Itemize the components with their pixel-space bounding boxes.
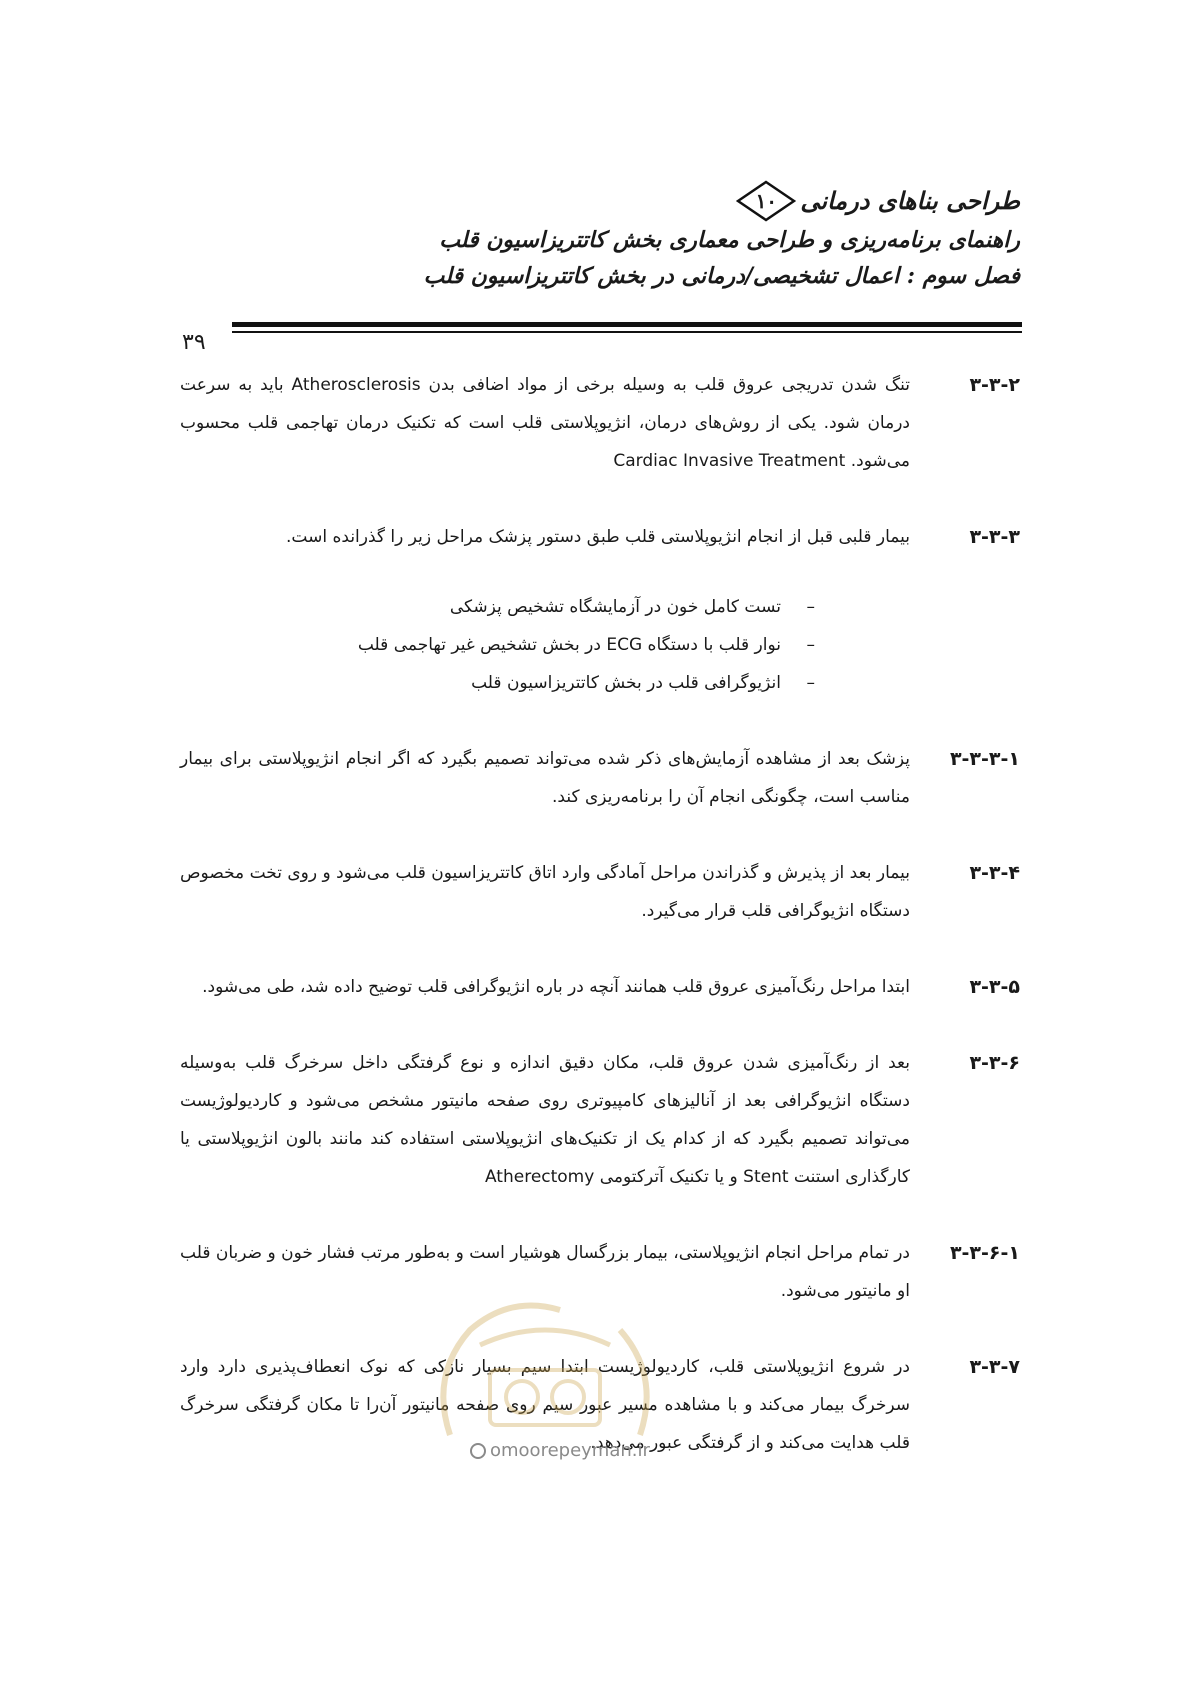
watermark-logo-icon [410,1285,680,1460]
section-text: تنگ شدن تدریجی عروق قلب به وسیله برخی از مواد اضافی بدن Atherosclerosis باید به سرعت درمان شود. یکی از روش‌های درمان، انژیوپلاستی قلب است که تکنیک درمان تهاجمی قلب محسوب می‌شود. Cardiac Invasive Treatment [180,375,910,471]
section-number: ۳-۳-۶ [969,1052,1020,1074]
section-number: ۳-۳-۶-۱ [949,1242,1020,1264]
section [180,968,1020,1006]
list-item-text: تست کامل خون در آزمایشگاه تشخیص پزشکی [449,597,781,617]
page-number: ۳۹ [182,330,206,355]
watermark-site [470,1440,650,1461]
dash-bullet: – [806,597,815,617]
watermark-site-text: omoorepeyman.ir [490,1440,650,1461]
chapter-title: فصل سوم : اعمال تشخیصی/درمانی در بخش کاتتریزاسیون قلب [423,263,1020,289]
list-item [180,664,815,702]
section-number: ۳-۳-۳ [969,526,1020,548]
section [180,518,1020,556]
volume-badge [736,180,796,222]
section-text: پزشک بعد از مشاهده آزمایش‌های ذکر شده می‌تواند تصمیم بگیرد که اگر انجام انژیوپلاستی برای بیمار مناسب است، چگونگی انجام آن را برنامه‌ریزی کند. [180,749,910,807]
section-number: ۳-۳-۳-۱ [949,748,1020,770]
section [180,740,1020,816]
volume-number: ۱۰ [755,189,778,213]
dash-bullet: – [806,635,815,655]
book-title: راهنمای برنامه‌ریزی و طراحی معماری بخش کاتتریزاسیون قلب [439,227,1020,253]
section-text: در شروع انژیوپلاستی قلب، کاردیولوژیست ابتدا سیم بسیار نازکی که نوک انعطاف‌پذیری دارد وارد سرخرگ بیمار می‌کند و با مشاهده مسیر عبور سیم روی صفحه مانیتور آن‌را تا مکان گرفتگی سرخرگ قلب هدایت می‌کند و از گرفتگی عبور می‌دهد. [180,1357,910,1453]
section-number: ۳-۳-۵ [969,976,1020,998]
dash-bullet: – [806,673,815,693]
header-rule-thin [232,331,1022,333]
section-text: در تمام مراحل انجام انژیوپلاستی، بیمار بزرگسال هوشیار است و به‌طور مرتب فشار خون و ضربان قلب او مانیتور می‌شود. [180,1243,910,1301]
header-rule-thick [232,322,1022,327]
series-title-row [220,180,1020,222]
list-item-text: نوار قلب با دستگاه ECG در بخش تشخیص غیر تهاجمی قلب [357,635,781,655]
section-number: ۳-۳-۲ [969,374,1020,396]
series-title: طراحی بناهای درمانی [800,186,1020,215]
section-text: بعد از رنگ‌آمیزی شدن عروق قلب، مکان دقیق اندازه و نوع گرفتگی داخل سرخرگ قلب به‌وسیله دستگاه انژیوگرافی بعد از آنالیزهای کامپیوتری روی صفحه مانیتور مشخص می‌شود و کاردیولوژیست می‌تواند تصمیم بگیرد که از کدام یک از تکنیک‌های انژیوپلاستی استفاده کند مانند بالون انژیوپلاستی یا کارگذاری استنت Stent و یا تکنیک آترکتومی Atherectomy [180,1053,910,1187]
section-number: ۳-۳-۴ [969,862,1020,884]
section-text: بیمار قلبی قبل از انجام انژیوپلاستی قلب طبق دستور پزشک مراحل زیر را گذرانده است. [286,527,910,547]
section-text: بیمار بعد از پذیرش و گذراندن مراحل آمادگی وارد اتاق کاتتریزاسیون قلب می‌شود و روی تخت مخصوص دستگاه انژیوگرافی قلب قرار می‌گیرد. [180,863,910,921]
section [180,366,1020,480]
section-number: ۳-۳-۷ [969,1356,1020,1378]
globe-icon [470,1443,486,1459]
page-header [220,180,1020,294]
bullet-list [180,588,1020,702]
section [180,1044,1020,1196]
section-text: ابتدا مراحل رنگ‌آمیزی عروق قلب همانند آنچه در باره انژیوگرافی قلب توضیح داده شد، طی می‌شود. [202,977,910,997]
list-item-text: انژیوگرافی قلب در بخش کاتتریزاسیون قلب [471,673,781,693]
section [180,854,1020,930]
list-item [180,588,815,626]
list-item [180,626,815,664]
